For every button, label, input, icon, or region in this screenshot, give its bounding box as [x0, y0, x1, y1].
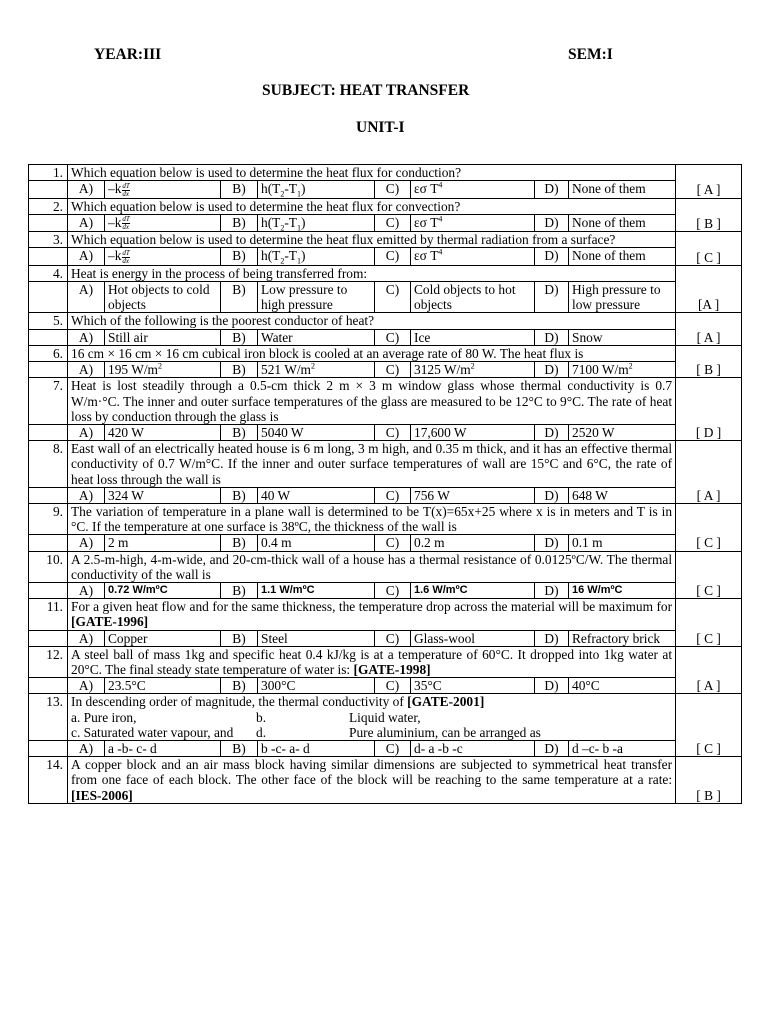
superscript: 2: [470, 361, 475, 371]
option-label: D): [535, 362, 569, 378]
option-spacer: [29, 487, 68, 503]
option-label: B): [221, 487, 258, 503]
question-number: 14.: [29, 757, 68, 804]
option-label: A): [68, 424, 105, 440]
option-label: B): [221, 181, 258, 198]
option-value: εσ $T^4$: [411, 214, 535, 231]
option-row: [29, 282, 742, 313]
question-row: [29, 551, 742, 582]
answer-key: [A ]: [676, 265, 742, 313]
option-value: None of them: [569, 181, 676, 198]
option-value: Low pressure to high pressure: [258, 282, 375, 313]
answer-key: [ C ]: [676, 694, 742, 757]
fraction-denominator: dx: [122, 223, 129, 232]
option-value: Steel: [258, 630, 375, 646]
option-label: A): [68, 487, 105, 503]
statement-item: c. Saturated water vapour, and: [71, 724, 234, 740]
option-label: A): [68, 678, 105, 694]
option-value: –k $\frac{dT}{dx}$: [105, 214, 221, 231]
option-label: C): [375, 362, 411, 378]
option-value: εσ $T^4$: [411, 248, 535, 265]
question-text: Which equation below is used to determine the heat flux for convection?: [68, 198, 676, 214]
option-value: εσ $T^4$: [411, 181, 535, 198]
answer-key: [ B ]: [676, 198, 742, 232]
question-row: [29, 265, 742, 281]
option-value: 195 $W/m^2$: [105, 362, 221, 378]
fraction-denominator: dx: [122, 189, 129, 198]
option-value: –k $\frac{dT}{dx}$: [105, 248, 221, 265]
question-number: 10.: [29, 551, 68, 582]
subscript: 2: [280, 223, 285, 232]
option-label: D): [535, 181, 569, 198]
option-value: 2 m: [105, 535, 221, 551]
option-value: 420 W: [105, 424, 221, 440]
subscript: 1: [296, 189, 301, 199]
option-value: b -c- a- d: [258, 740, 375, 756]
option-value: Cold objects to hot objects: [411, 282, 535, 313]
answer-key: [ C ]: [676, 599, 742, 647]
option-value: –k $\frac{dT}{dx}$: [105, 181, 221, 198]
superscript: 4: [438, 180, 443, 190]
derivative-fraction: [122, 216, 129, 231]
option-value: Still air: [105, 329, 221, 345]
question-table: [28, 164, 742, 804]
answer-key: [ D ]: [676, 378, 742, 441]
option-row: [29, 582, 742, 598]
statement-item: Pure aluminium, can be arranged as: [349, 724, 541, 740]
option-value: 3125 $W/m^2$: [411, 362, 535, 378]
option-row: [29, 487, 742, 503]
option-value: 521 $W/m^2$: [258, 362, 375, 378]
question-row: [29, 198, 742, 214]
question-text: A copper block and an air mass block having similar dimensions are subjected to symmetrical heat transfer from one face of each block. The other face of the block will be reaching to the same temperature at a rate: [IES-2006]: [68, 757, 676, 804]
answer-key: [ A ]: [676, 313, 742, 345]
exam-tag: [GATE-1996]: [71, 614, 149, 630]
option-row: [29, 214, 742, 231]
fraction-numerator: dT: [122, 215, 130, 224]
question-text: In descending order of magnitude, the thermal conductivity of [GATE-2001] a. Pure iron, b. Liquid water, c. Saturated water vapour, and d. Pure aluminium, can be arranged as: [68, 694, 676, 741]
option-label: D): [535, 282, 569, 313]
option-label: A): [68, 329, 105, 345]
option-label: C): [375, 678, 411, 694]
option-label: B): [221, 282, 258, 313]
option-row: [29, 678, 742, 694]
answer-key: [ A ]: [676, 165, 742, 199]
year-label: YEAR:III: [94, 46, 162, 63]
option-spacer: [29, 582, 68, 598]
fraction-numerator: dT: [122, 248, 130, 257]
option-row: [29, 362, 742, 378]
option-label: A): [68, 582, 105, 598]
option-spacer: [29, 248, 68, 265]
option-label: C): [375, 424, 411, 440]
option-value: d –c- b -a: [569, 740, 676, 756]
option-spacer: [29, 282, 68, 313]
option-value: 17,600 W: [411, 424, 535, 440]
option-label: D): [535, 630, 569, 646]
statement-item: b.: [256, 709, 267, 725]
option-value: 23.5°C: [105, 678, 221, 694]
question-text: A steel ball of mass 1kg and specific heat 0.4 kJ/kg is at a temperature of 60°C. It dropped into 1kg water at 20°C. The final steady state temperature of water is: [GATE-1998]: [68, 646, 676, 677]
answer-key: [ A ]: [676, 441, 742, 504]
option-label: D): [535, 582, 569, 598]
question-text: Which equation below is used to determine the heat flux for conduction?: [68, 165, 676, 181]
question-number: 1.: [29, 165, 68, 181]
option-value: 0.2 m: [411, 535, 535, 551]
question-row: [29, 313, 742, 329]
option-label: C): [375, 535, 411, 551]
answer-key: [ C ]: [676, 503, 742, 551]
option-label: B): [221, 424, 258, 440]
option-label: B): [221, 678, 258, 694]
option-label: C): [375, 740, 411, 756]
option-spacer: [29, 362, 68, 378]
option-value: 40 W: [258, 487, 375, 503]
statement-item: d.: [256, 724, 267, 740]
option-value: 756 W: [411, 487, 535, 503]
option-label: B): [221, 214, 258, 231]
option-label: A): [68, 535, 105, 551]
option-row: [29, 181, 742, 198]
question-number: 6.: [29, 345, 68, 361]
option-spacer: [29, 535, 68, 551]
option-value: a -b- c- d: [105, 740, 221, 756]
subscript: 1: [296, 223, 301, 232]
question-number: 12.: [29, 646, 68, 677]
option-spacer: [29, 678, 68, 694]
option-value: 324 W: [105, 487, 221, 503]
option-value: Copper: [105, 630, 221, 646]
option-label: C): [375, 282, 411, 313]
question-row: [29, 503, 742, 534]
option-value: 0.4 m: [258, 535, 375, 551]
option-label: D): [535, 678, 569, 694]
option-label: D): [535, 214, 569, 231]
question-text: 16 cm × 16 cm × 16 cm cubical iron block is cooled at an average rate of 80 W. The heat flux is: [68, 345, 676, 361]
question-row: [29, 378, 742, 425]
question-row: [29, 232, 742, 248]
fraction-numerator: dT: [122, 181, 130, 190]
option-value: None of them: [569, 214, 676, 231]
option-value: 0.72 W/mºC: [105, 582, 221, 598]
fraction-denominator: dx: [122, 256, 129, 265]
superscript: 2: [310, 361, 315, 371]
subject-title: SUBJECT: HEAT TRANSFER: [262, 82, 470, 99]
answer-key: [ B ]: [676, 345, 742, 377]
unit-title: UNIT-I: [356, 119, 405, 136]
answer-key: [ C ]: [676, 232, 742, 266]
option-value: 648 W: [569, 487, 676, 503]
option-value: 300°C: [258, 678, 375, 694]
option-row: [29, 630, 742, 646]
question-text: East wall of an electrically heated house is 6 m long, 3 m high, and 0.35 m thick, and it has an effective thermal conductivity of 0.7 W/m°C. If the inner and outer surface temperatures of wall are 15°C and 6°C, the rate of heat loss through the wall is: [68, 441, 676, 488]
option-label: D): [535, 424, 569, 440]
question-text: A 2.5-m-high, 4-m-wide, and 20-cm-thick wall of a house has a thermal resistance of 0.0125ºC/W. The thermal conductivity of the wall is: [68, 551, 676, 582]
option-row: [29, 248, 742, 265]
option-value: None of them: [569, 248, 676, 265]
option-value: 2520 W: [569, 424, 676, 440]
option-value: High pressure to low pressure: [569, 282, 676, 313]
option-label: B): [221, 329, 258, 345]
option-row: [29, 740, 742, 756]
option-row: [29, 424, 742, 440]
option-label: C): [375, 181, 411, 198]
option-label: D): [535, 487, 569, 503]
answer-key: [ C ]: [676, 551, 742, 599]
statement-line: [71, 725, 672, 740]
option-label: C): [375, 582, 411, 598]
question-text: Heat is energy in the process of being transferred from:: [68, 265, 676, 281]
option-value: 5040 W: [258, 424, 375, 440]
superscript: 4: [438, 247, 443, 257]
question-text: For a given heat flow and for the same thickness, the temperature drop across the material will be maximum for [GATE-1996]: [68, 599, 676, 630]
option-label: A): [68, 214, 105, 231]
option-value: $h(T_2-T_1)$: [258, 248, 375, 265]
option-label: A): [68, 282, 105, 313]
question-number: 2.: [29, 198, 68, 214]
option-value: $h(T_2-T_1)$: [258, 214, 375, 231]
statement-item: a. Pure iron,: [71, 709, 137, 725]
question-row: [29, 599, 742, 630]
option-value: 1.6 W/mºC: [411, 582, 535, 598]
option-label: D): [535, 535, 569, 551]
statement-line: [71, 710, 672, 725]
question-number: 13.: [29, 694, 68, 741]
question-list: [29, 165, 742, 804]
option-value: Water: [258, 329, 375, 345]
option-label: C): [375, 248, 411, 265]
option-spacer: [29, 424, 68, 440]
question-text: The variation of temperature in a plane wall is determined to be T(x)=65x+25 where x is in meters and T is in °C. If the temperature at one surface is 38ºC, the thickness of the wall is: [68, 503, 676, 534]
option-label: D): [535, 740, 569, 756]
option-row: [29, 329, 742, 345]
question-number: 11.: [29, 599, 68, 630]
option-spacer: [29, 630, 68, 646]
answer-key: [ A ]: [676, 646, 742, 694]
statement-item: Liquid water,: [349, 709, 421, 725]
option-label: C): [375, 214, 411, 231]
exam-tag: [IES-2006]: [71, 787, 133, 803]
option-spacer: [29, 740, 68, 756]
option-label: B): [221, 582, 258, 598]
option-label: B): [221, 535, 258, 551]
option-label: C): [375, 329, 411, 345]
option-value: Refractory brick: [569, 630, 676, 646]
option-value: 40°C: [569, 678, 676, 694]
option-label: A): [68, 630, 105, 646]
option-value: 16 W/mºC: [569, 582, 676, 598]
option-value: Ice: [411, 329, 535, 345]
option-spacer: [29, 181, 68, 198]
option-label: A): [68, 248, 105, 265]
superscript: 2: [628, 361, 633, 371]
option-value: $h(T_2-T_1)$: [258, 181, 375, 198]
question-row: [29, 646, 742, 677]
option-spacer: [29, 329, 68, 345]
derivative-fraction: [122, 183, 129, 198]
option-label: B): [221, 630, 258, 646]
option-label: D): [535, 248, 569, 265]
option-label: D): [535, 329, 569, 345]
semester-label: SEM:I: [568, 46, 613, 63]
question-row: [29, 694, 742, 741]
answer-key: [ B ]: [676, 757, 742, 804]
option-label: B): [221, 740, 258, 756]
option-value: 7100 $W/m^2$: [569, 362, 676, 378]
subscript: 2: [280, 189, 285, 199]
exam-tag: [GATE-1998]: [353, 661, 431, 677]
question-row: [29, 757, 742, 804]
question-text: Heat is lost steadily through a 0.5-cm thick 2 m × 3 m window glass whose thermal conductivity is 0.7 W/m·°C. The inner and outer surface temperatures of the glass are measured to be 12°C to 9°C. The rate of heat loss by conduction through the glass is: [68, 378, 676, 425]
option-value: 1.1 W/mºC: [258, 582, 375, 598]
option-value: 35°C: [411, 678, 535, 694]
subscript: 2: [280, 257, 285, 266]
question-number: 5.: [29, 313, 68, 329]
question-text: Which of the following is the poorest conductor of heat?: [68, 313, 676, 329]
option-row: [29, 535, 742, 551]
option-label: C): [375, 487, 411, 503]
question-number: 7.: [29, 378, 68, 425]
option-label: A): [68, 181, 105, 198]
exam-tag: [GATE-2001]: [407, 694, 485, 710]
option-value: Hot objects to cold objects: [105, 282, 221, 313]
question-number: 8.: [29, 441, 68, 488]
question-text: Which equation below is used to determine the heat flux emitted by thermal radiation from a surface?: [68, 232, 676, 248]
question-row: [29, 165, 742, 181]
option-label: C): [375, 630, 411, 646]
option-label: B): [221, 248, 258, 265]
question-row: [29, 345, 742, 361]
option-value: d- a -b -c: [411, 740, 535, 756]
subscript: 1: [296, 257, 301, 266]
superscript: 2: [157, 361, 162, 371]
option-label: B): [221, 362, 258, 378]
question-row: [29, 441, 742, 488]
superscript: 4: [438, 214, 443, 224]
option-value: Glass-wool: [411, 630, 535, 646]
option-spacer: [29, 214, 68, 231]
option-value: Snow: [569, 329, 676, 345]
option-label: A): [68, 740, 105, 756]
option-label: A): [68, 362, 105, 378]
derivative-fraction: [122, 250, 129, 265]
question-number: 4.: [29, 265, 68, 281]
question-number: 9.: [29, 503, 68, 534]
option-value: 0.1 m: [569, 535, 676, 551]
question-number: 3.: [29, 232, 68, 248]
